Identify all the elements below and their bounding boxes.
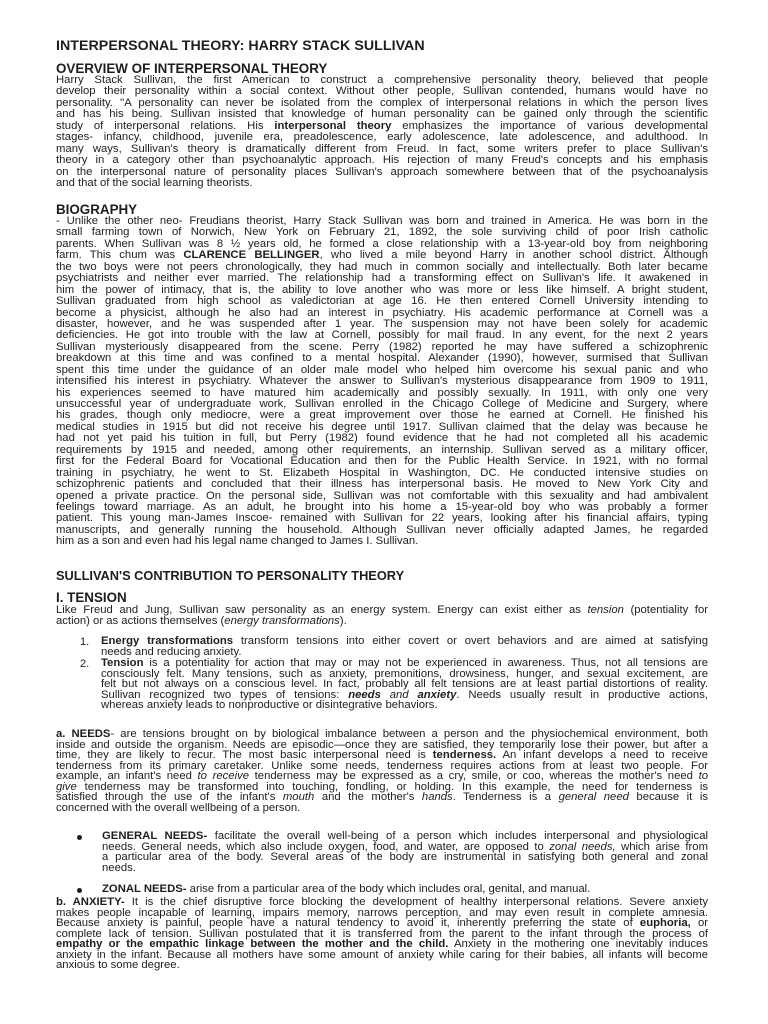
text-line: medical studies in 1915 but did not receive his degree until 1917. Sullivan claimed that the delay was because he bbox=[56, 420, 708, 433]
text-line: training in psychiatry, he went to St. Elizabeth Hospital in Washington, DC. He conducted intensive studies on bbox=[56, 466, 708, 479]
list-item-text bbox=[101, 658, 708, 711]
text-line: needs. bbox=[102, 861, 136, 874]
text-line: disaster, however, and he was suspended after 1 year. The suspension may not have been solely for academic bbox=[56, 317, 708, 330]
list-item-number: 1. bbox=[80, 636, 90, 648]
text-line: b. ANXIETY- It is the chief disruptive force blocking the development of healthy interpersonal relations. Severe anxiety bbox=[56, 896, 708, 908]
needs-bullet-list bbox=[56, 831, 708, 895]
list-item bbox=[56, 884, 708, 895]
list-item bbox=[56, 831, 708, 873]
text-line: felt but not always on a conscious level. In fact, probably all felt tensions are at least partial distortions of reality. bbox=[101, 678, 708, 690]
list-item bbox=[56, 658, 708, 711]
text-line: concerned with the overall wellbeing of a person. bbox=[56, 801, 301, 814]
text-line: empathy or the empathic linkage between the mother and the child. Anxiety in the mothering one inevitably induces bbox=[56, 938, 708, 950]
contribution-heading: SULLIVAN'S CONTRIBUTION TO PERSONALITY THEORY bbox=[56, 568, 405, 583]
bullet-icon bbox=[77, 888, 82, 893]
text-line: first for the Federal Board for Vocational Education and then for the Public Health Service. In 1921, with no formal bbox=[56, 455, 708, 468]
text-line: and has his being. Sullivan insisted that knowledge of human personality can be gained only through the scientific bbox=[56, 108, 708, 121]
text-line: unsuccessful year of undergraduate work, Sullivan enrolled in the Chicago College of Medicine and Surgery, where bbox=[56, 398, 708, 410]
text-line: parents. When Sullivan was 8 ½ years old, he formed a close relationship with a 13-year-old boy from neighboring bbox=[56, 237, 708, 250]
needs-paragraph bbox=[56, 729, 708, 813]
text-line: Energy transformations transform tensions into either covert or overt behaviors and are aimed at satisfying bbox=[101, 635, 709, 647]
text-line: opened a private practice. On the personal side, Sullivan was not comfortable with this sexuality and had ambivalent bbox=[56, 489, 708, 502]
text-line: him as a son and even had his legal name changed to James I. Sullivan. bbox=[56, 535, 419, 548]
text-line: Sullivan recognized two types of tensions: needs and anxiety. Needs usually result in productive actions, bbox=[101, 688, 708, 701]
text-line: farm. This chum was CLARENCE BELLINGER, who lived a mile beyond Harry in another school district. Although bbox=[56, 249, 709, 262]
text-line: feelings toward marriage. As an adult, he brought into his home a 15-year-old boy who was probably a former bbox=[56, 500, 708, 513]
text-line: and that of the social learning theorists. bbox=[56, 176, 253, 189]
text-line: ZONAL NEEDS- arise from a particular area of the body which includes oral, genital, and manual. bbox=[102, 883, 591, 895]
tension-numbered-list bbox=[56, 636, 708, 711]
text-line: personality. "A personality can never be isolated from the complex of interpersonal relations in which the person lives bbox=[56, 96, 708, 109]
text-line: tenderness from its primary caretaker. Unlike some needs, tenderness requires actions from at least two people. For bbox=[56, 759, 708, 772]
biography-heading: BIOGRAPHY bbox=[56, 202, 138, 217]
list-item bbox=[56, 636, 708, 657]
text-line: makes people incapable of learning, impairs memory, narrows perception, and may even result in complete amnesia. bbox=[56, 906, 708, 919]
text-line: Sullivan graduated from high school as valedictorian at age 16. He then entered Cornell University intending to bbox=[56, 295, 708, 308]
text-line: psychiatrists and neither ever married. The relationship had a transforming effect on Sullivan's life. It awakened in bbox=[56, 272, 708, 285]
text-line: had not yet paid his tuition in full, but Perry (1982) found evidence that he had not completed all his academic bbox=[56, 432, 708, 445]
text-line: Tension is a potentiality for action that may or may not be experienced in awareness. Thus, not all tensions are bbox=[101, 657, 708, 669]
text-line: Because anxiety is painful, people have a natural tendency to avoid it, inherently preferring the state of euphoria, or bbox=[56, 917, 708, 929]
text-line: theory in a category other than psychoanalytic approach. His rejection of many Freud's concepts and his emphasis bbox=[56, 154, 708, 167]
list-item-text bbox=[101, 636, 708, 657]
text-line: become a physicist, although he also had an interest in psychiatry. His academic performance at Cornell was a bbox=[56, 306, 708, 319]
text-line: requirements by 1915 and needed, among other requirements, an internship. Sullivan served as a military officer, bbox=[56, 443, 708, 456]
overview-heading: OVERVIEW OF INTERPERSONAL THEORY bbox=[56, 61, 328, 76]
text-line: GENERAL NEEDS- facilitate the overall well-being of a person which includes interpersonal and physiological bbox=[102, 830, 708, 842]
text-line: inside and outside the organism. Needs are episodic—once they are satisfied, they temporarily lose their power, but after a bbox=[56, 738, 708, 751]
text-line: him the power of intimacy, that is, the ability to love another who was more or less like himself. A bright student, bbox=[56, 283, 708, 296]
text-line: deficiencies. He got into trouble with the law at Cornell, possibly for mail fraud. In any event, for the next 2 years bbox=[56, 329, 708, 342]
text-line: small farming town of Norwich, New York on February 21, 1892, the sole surviving child of poor Irish catholic bbox=[56, 226, 708, 239]
text-line: on the interpersonal nature of personality places Sullivan's approach somewhere between that of the psychoanalysis bbox=[56, 165, 708, 178]
text-line: develop their personality within a social context. Without other people, Sullivan contended, humans would have no bbox=[56, 85, 708, 98]
text-line: his experiences seemed to have matured him academically and possibly sexually. In 1911, with only one very bbox=[56, 386, 708, 399]
text-line: - Unlike the other neo- Freudians theorist, Harry Stack Sullivan was born and trained in America. He was born in the bbox=[56, 215, 708, 227]
text-line: the two boys were not peers chronologically, they had much in common socially and intellectually. Both later became bbox=[56, 260, 708, 273]
text-line: stages- infancy, childhood, juvenile era, preadolescence, early adolescence, late adolescence, and adulthood. In bbox=[56, 131, 708, 144]
biography-paragraph bbox=[56, 216, 708, 548]
text-line: spent this time under the guidance of an older male model who helped him overcome his sexual panic and who bbox=[56, 363, 708, 376]
text-line: anxious to some degree. bbox=[56, 959, 180, 971]
text-line: schizophrenic patients and concluded that their illness has interpersonal basis. He moved to New York City and bbox=[56, 478, 708, 491]
list-item-text bbox=[102, 884, 708, 895]
text-line: Like Freud and Jung, Sullivan saw personality as an energy system. Energy can exist either as tension (potentiality for bbox=[56, 604, 708, 616]
text-line: anxiety in the infant. Because all mothers have some amount of anxiety while caring for their babies, all infants will become bbox=[56, 948, 708, 961]
text-line: time, they are likely to recur. The most basic interpersonal need is tenderness. An infant develops a need to receive bbox=[56, 749, 708, 761]
bullet-icon bbox=[77, 835, 82, 840]
text-line: needs. General needs, which also include oxygen, food, and water, are opposed to zonal needs, which arise from bbox=[102, 840, 708, 853]
anxiety-paragraph bbox=[56, 897, 708, 971]
text-line: complete lack of tension. Sullivan postulated that it is transferred from the parent to the infant through the process of bbox=[56, 927, 708, 940]
overview-paragraph bbox=[56, 75, 708, 189]
tension-heading: I. TENSION bbox=[56, 590, 127, 605]
text-line: whereas anxiety leads to nonproductive or disintegrative behaviors. bbox=[101, 699, 438, 711]
text-line: patient. This young man-James Inscoe- remained with Sullivan for 22 years, looking after his financial affairs, typing bbox=[56, 512, 708, 525]
text-line: needs and reducing anxiety. bbox=[101, 645, 242, 658]
tension-intro-paragraph bbox=[56, 605, 708, 628]
text-line: action) or as actions themselves (energy transformations). bbox=[56, 615, 347, 628]
text-line: satisfied through the use of the infant's mouth and the mother's hands. Tenderness is a general need because it is bbox=[56, 791, 708, 803]
text-line: his grades, though only mediocre, were a great improvement over those he earned at Cornell. He finished his bbox=[56, 409, 708, 422]
text-line: breakdown at this time and was confined to a mental hospital. Alexander (1990), however, surmised that Sullivan bbox=[56, 352, 708, 365]
text-line: a. NEEDS- are tensions brought on by biological imbalance between a person and the physiochemical environment, both bbox=[56, 728, 708, 740]
text-line: manuscripts, and generally running the household. Although Sullivan never officially adapted James, he regarded bbox=[56, 523, 708, 536]
text-line: Harry Stack Sullivan, the first American to construct a comprehensive personality theory, believed that people bbox=[56, 74, 708, 86]
text-line: intensified his interest in psychiatry. Whatever the answer to Sullivan's mysterious disappearance from 1909 to 1911, bbox=[56, 375, 708, 388]
text-line: give tenderness may be transformed into touching, fondling, or holding. In this example, the need for tenderness is bbox=[56, 780, 708, 793]
text-line: consciously felt. Many tensions, such as anxiety, premonitions, drowsiness, hunger, and sexual excitement, are bbox=[101, 667, 708, 680]
text-line: study of interpersonal relations. His interpersonal theory emphasizes the importance of various developmental bbox=[56, 119, 708, 132]
document-title: INTERPERSONAL THEORY: HARRY STACK SULLIVAN bbox=[56, 38, 425, 54]
text-line: example, an infant's need to receive tenderness may be expressed as a cry, smile, or coo, whereas the mother's need to bbox=[56, 770, 708, 782]
list-item-text bbox=[102, 831, 708, 873]
text-line: a particular area of the body. Several areas of the body are instrumental in satisfying both general and zonal bbox=[102, 851, 708, 863]
list-item-number: 2. bbox=[80, 658, 90, 670]
text-line: many ways, Sullivan's theory is dramatically different from Freud. In fact, some writers prefer to place Sullivan's bbox=[56, 142, 708, 155]
text-line: Sullivan mysteriously disappeared from the scene. Perry (1982) reported he may have suffered a schizophrenic bbox=[56, 340, 708, 353]
